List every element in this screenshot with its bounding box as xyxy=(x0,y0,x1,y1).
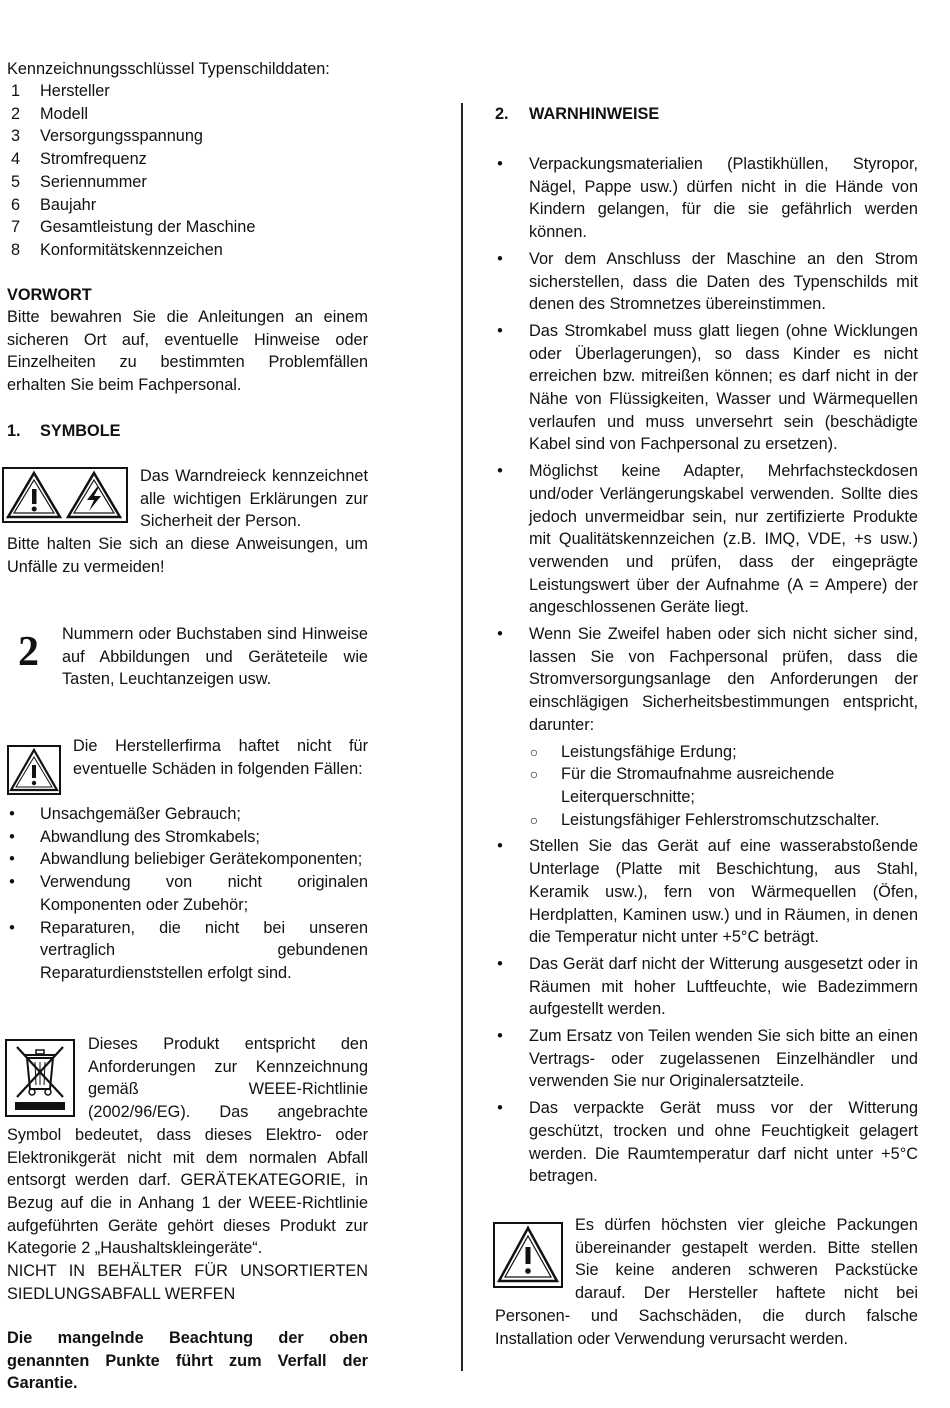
symbol2-text: Nummern oder Buchstaben sind Hinweise auf Abbildungen und Geräteteile wie Tasten, Leuchtanzeigen usw. xyxy=(62,625,368,689)
warranty-text: Die mangelnde Beachtung der oben genannten Punkte führt zum Verfall der Garantie. xyxy=(7,1329,368,1393)
warnhinweise-heading: 2. WARNHINWEISE xyxy=(495,105,660,123)
list-item: • Abwandlung beliebiger Gerätekomponenten; xyxy=(9,850,363,869)
sub-list-item: ○ Leistungsfähige Erdung; xyxy=(529,742,737,761)
list-item: • Verpackungsmaterialien (Plastikhüllen, Styropor, Nägel, Pappe usw.) dürfen nicht in die Hände von Kindern gelangen, für die sie gefährlich werden können. xyxy=(497,155,918,242)
stack-block xyxy=(495,1214,918,1350)
symbol1-text: Das Warndreieck kennzeichnet alle wichtigen Erklärungen zur Sicherheit der Person. xyxy=(140,467,368,531)
vorwort-heading: VORWORT xyxy=(7,286,92,304)
number-glyph-icon: 2 xyxy=(18,629,39,675)
symbol1-text2: Bitte halten Sie sich an diese Anweisungen, um Unfälle zu vermeiden! xyxy=(7,535,368,576)
list-item: • Stellen Sie das Gerät auf eine wasserabstoßende Unterlage (Platte mit Beschichtung, aus Stahl, Keramik usw.), fern von Wärmequellen (Öfen, Herdplatten, Kaminen usw.) und in Räumen, in denen die Temperatur nicht unter +5°C beträgt. xyxy=(497,837,918,947)
key-heading: Kennzeichnungsschlüssel Typenschilddaten: xyxy=(7,60,330,78)
key-item: 1 Hersteller xyxy=(11,82,110,100)
list-item: • Abwandlung des Stromkabels; xyxy=(9,827,260,846)
symbol3-block xyxy=(7,735,368,795)
symbol2-block xyxy=(7,623,368,691)
warning-triangle-icon xyxy=(493,1222,563,1288)
weee-block xyxy=(7,1033,368,1305)
symbol3-text: Die Herstellerfirma haftet nicht für eventuelle Schäden in folgenden Fällen: xyxy=(73,737,368,778)
symbol1-block xyxy=(7,465,368,579)
key-item: 3 Versorgungsspannung xyxy=(11,127,203,146)
liability-list xyxy=(7,803,368,985)
list-item: • Möglichst keine Adapter, Mehrfachsteckdosen und/oder Verlängerungskabel verwenden. Sollte dies jedoch unvermeidbar sein, nur zertifizierte Produkte mit Qualitätskennzeichen (z.B. IMQ, VDE, +s usw.) verwenden und prüfen, dass der eingeprägte Leistungswert über der Aufnahme (A = Ampere) der angeschlossenen Geräte liegt. xyxy=(497,462,918,617)
vorwort-text: Bitte bewahren Sie die Anleitungen an einem sicheren Ort auf, eventuelle Hinweise oder Einzelheiten zu bestimmten Problemfällen erhalten Sie beim Fachpersonal. xyxy=(7,308,368,395)
key-item: 2 Modell xyxy=(11,104,88,123)
list-item: • Verwendung von nicht originalen Komponenten oder Zubehör; xyxy=(9,873,368,914)
warning-symbols-icon xyxy=(2,467,128,523)
key-item: 5 Seriennummer xyxy=(11,172,147,191)
symbole-heading: 1. SYMBOLE xyxy=(7,422,121,440)
list-item: • Zum Ersatz von Teilen wenden Sie sich bitte an einen Vertrags- oder zugelassenen Einzelhändler und verwenden Sie nur Originalersatzteile. xyxy=(497,1027,918,1091)
key-item: 8 Konformitätskennzeichen xyxy=(11,240,223,259)
list-item: • Das Stromkabel muss glatt liegen (ohne Wicklungen oder Überlagerungen), so dass Kinder es nicht erreichen bzw. mitreißen können; es darf nicht in der Nähe von Flüssigkeiten, Wasser und Wärmequellen verlaufen und muss unversehrt sein (beschädigte Kabel sind von Fachpersonal zu ersetzen). xyxy=(497,321,918,454)
key-item: 6 Baujahr xyxy=(11,195,97,214)
list-item: • Wenn Sie Zweifel haben oder sich nicht sicher sind, lassen Sie von Fachpersonal prüfen, dass die Stromversorgungsanlage den Anforderungen der einschlägigen Sicherheitsbestimmungen entspricht, darunter: xyxy=(497,625,918,734)
key-item: 7 Gesamtleistung der Maschine xyxy=(11,218,256,237)
stack-text: Es dürfen höchsten vier gleiche Packungen übereinander gestapelt werden. Bitte stellen Sie keine anderen schweren Packstücke darauf. Der Hersteller haftete nicht bei Personen- und Sachschäden, die durch falsche Installation oder Verwendung verursacht werden. xyxy=(495,1216,918,1348)
warning-list xyxy=(495,153,918,1188)
list-item: • Das Gerät darf nicht der Witterung ausgesetzt oder in Räumen mit hoher Luftfeuchte, wie Badezimmern aufgestellt werden. xyxy=(497,954,918,1019)
list-item: • Reparaturen, die nicht bei unseren vertraglich gebundenen Reparaturdienststellen erfolgt sind. xyxy=(9,918,368,982)
sub-list-item: ○ Für die Stromaufnahme ausreichende Leiterquerschnitte; xyxy=(529,765,835,806)
column-divider xyxy=(461,103,463,1371)
sub-list-item: ○ Leistungsfähiger Fehlerstromschutzschalter. xyxy=(529,810,880,829)
weee-bin-icon xyxy=(5,1039,75,1117)
list-item: • Das verpackte Gerät muss vor der Witterung geschützt, trocken und ohne Feuchtigkeit gelagert werden. Die Raumtemperatur darf nicht unter +5°C betragen. xyxy=(497,1099,918,1186)
list-item: • Unsachgemäßer Gebrauch; xyxy=(9,805,241,823)
list-item: • Vor dem Anschluss der Maschine an den Strom sicherstellen, dass die Daten des Typenschilds mit denen des Stromnetzes übereinstimmen. xyxy=(497,249,918,314)
weee-text: Dieses Produkt entspricht den Anforderungen zur Kennzeichnung gemäß WEEE-Richtlinie (2002/96/EG). Das angebrachte Symbol bedeutet, dass dieses Elektro- oder Elektronikgerät nicht mit dem normalen Abfall entsorgt werden darf. GERÄTEKATEGORIE, in Bezug auf die in Anhang 1 der WEEE-Richtlinie aufgeführten Geräte gehört dieses Produkt zur Kategorie 2 „Haushaltskleingeräte“. xyxy=(7,1035,368,1258)
warning-triangle-icon xyxy=(7,745,61,795)
weee-caps: NICHT IN BEHÄLTER FÜR UNSORTIERTEN SIEDLUNGSABFALL WERFEN xyxy=(7,1262,368,1303)
key-item: 4 Stromfrequenz xyxy=(11,150,147,169)
key-list xyxy=(7,80,368,262)
